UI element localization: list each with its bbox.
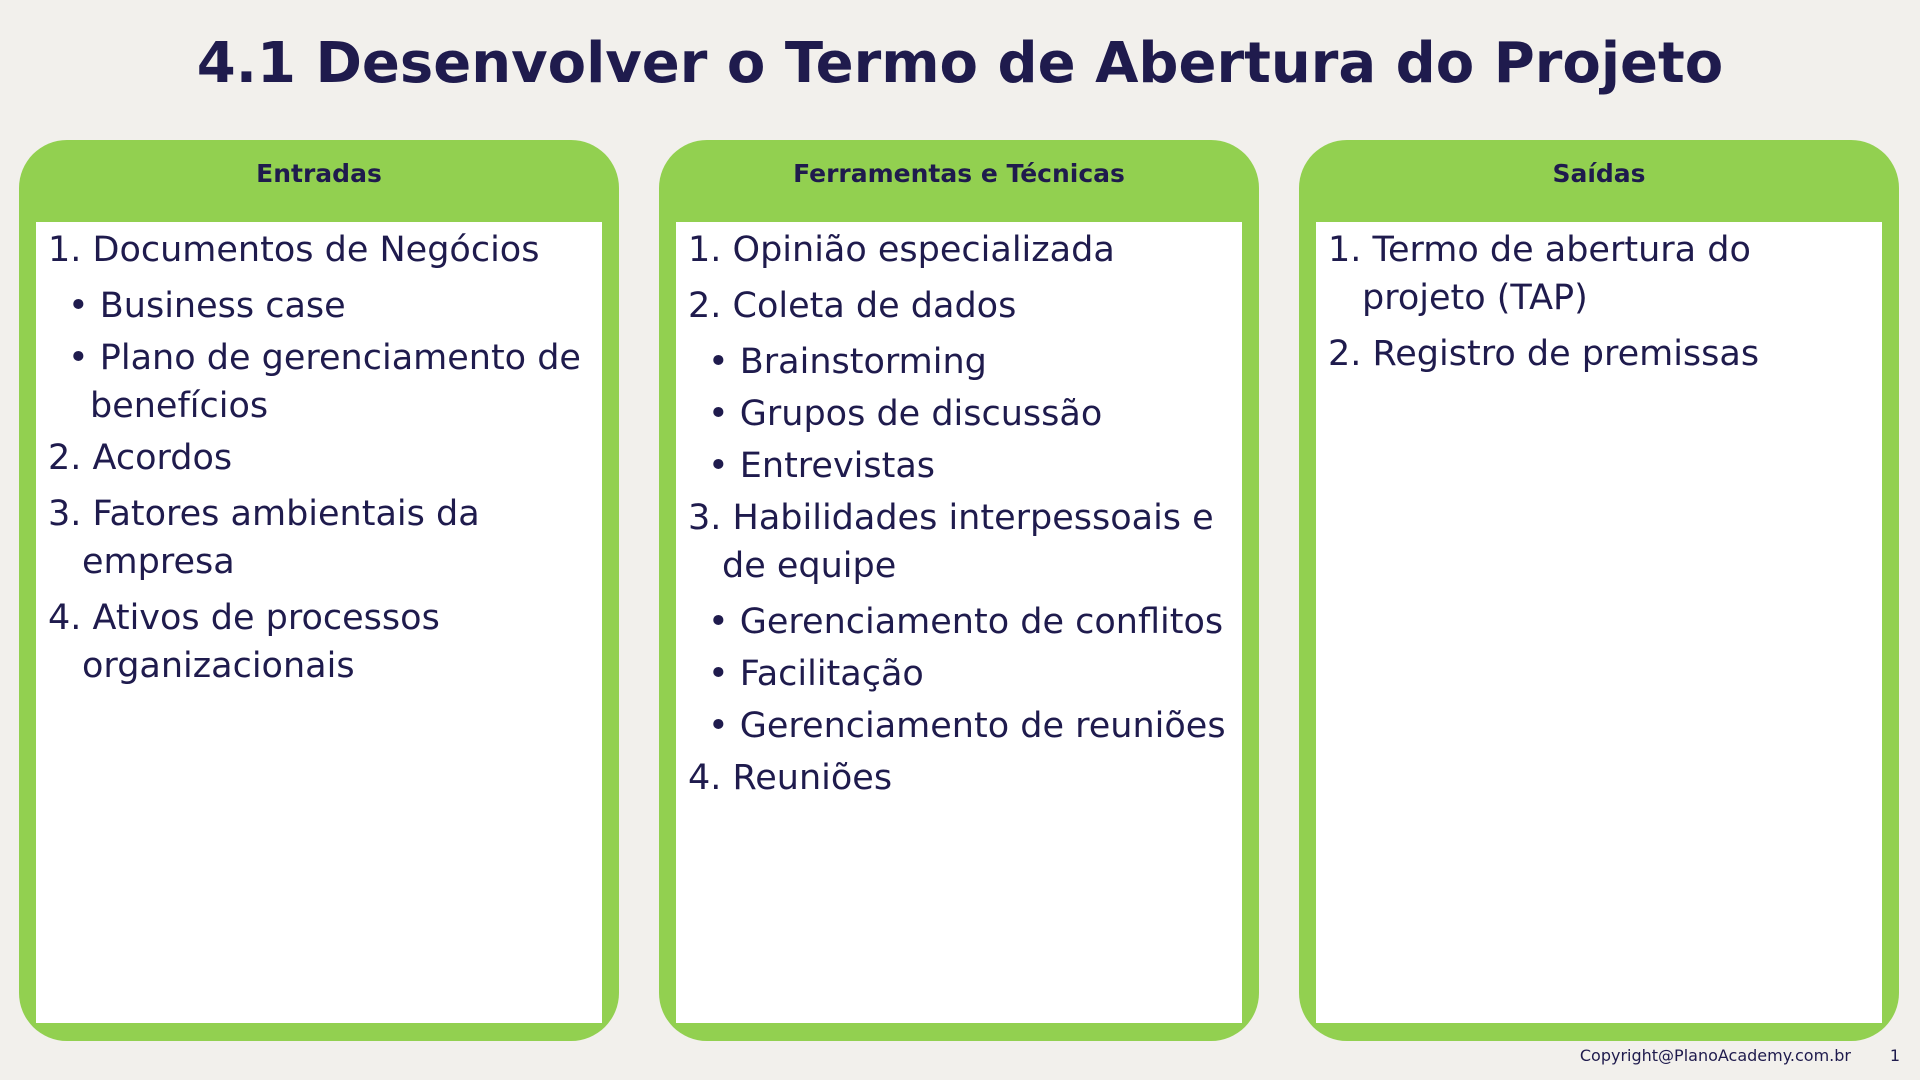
list-item: • Entrevistas — [708, 446, 936, 486]
list-item: 2. Acordos — [48, 438, 233, 478]
list-item: • Plano de gerenciamento de benefícios — [68, 338, 581, 426]
list-item: 3. Habilidades interpessoais e de equipe — [688, 498, 1214, 586]
column-header: Saídas — [1552, 159, 1646, 188]
page-number: 1 — [1889, 1046, 1900, 1065]
list-item: 4. Ativos de processos organizacionais — [48, 598, 440, 686]
page-title: 4.1 Desenvolver o Termo de Abertura do Projeto — [196, 31, 1724, 96]
list-item: • Facilitação — [708, 654, 924, 694]
list-item: 1. Documentos de Negócios — [48, 230, 540, 270]
list-item: • Grupos de discussão — [708, 394, 1103, 434]
list-item: • Brainstorming — [708, 342, 987, 382]
list-item: 1. Termo de abertura do projeto (TAP) — [1328, 230, 1751, 318]
list-item: • Gerenciamento de conflitos — [708, 602, 1224, 642]
list-item: • Gerenciamento de reuniões — [708, 706, 1226, 746]
list-item: 4. Reuniões — [688, 758, 893, 798]
column-body — [36, 222, 602, 1023]
column-body — [676, 222, 1242, 1023]
list-item: 2. Coleta de dados — [688, 286, 1017, 326]
column-entradas — [19, 140, 619, 1041]
list-item: 1. Opinião especializada — [688, 230, 1115, 270]
list-item: 2. Registro de premissas — [1328, 334, 1760, 374]
column-ferramentas-e-tecnicas — [659, 140, 1259, 1041]
list-item: • Business case — [68, 286, 346, 326]
copyright-text: Copyright@PlanoAcademy.com.br — [1579, 1046, 1851, 1065]
list-item: 3. Fatores ambientais da empresa — [48, 494, 480, 582]
column-header: Ferramentas e Técnicas — [793, 159, 1125, 188]
column-body — [1316, 222, 1882, 1023]
column-header: Entradas — [256, 159, 382, 188]
column-saidas — [1299, 140, 1899, 1041]
